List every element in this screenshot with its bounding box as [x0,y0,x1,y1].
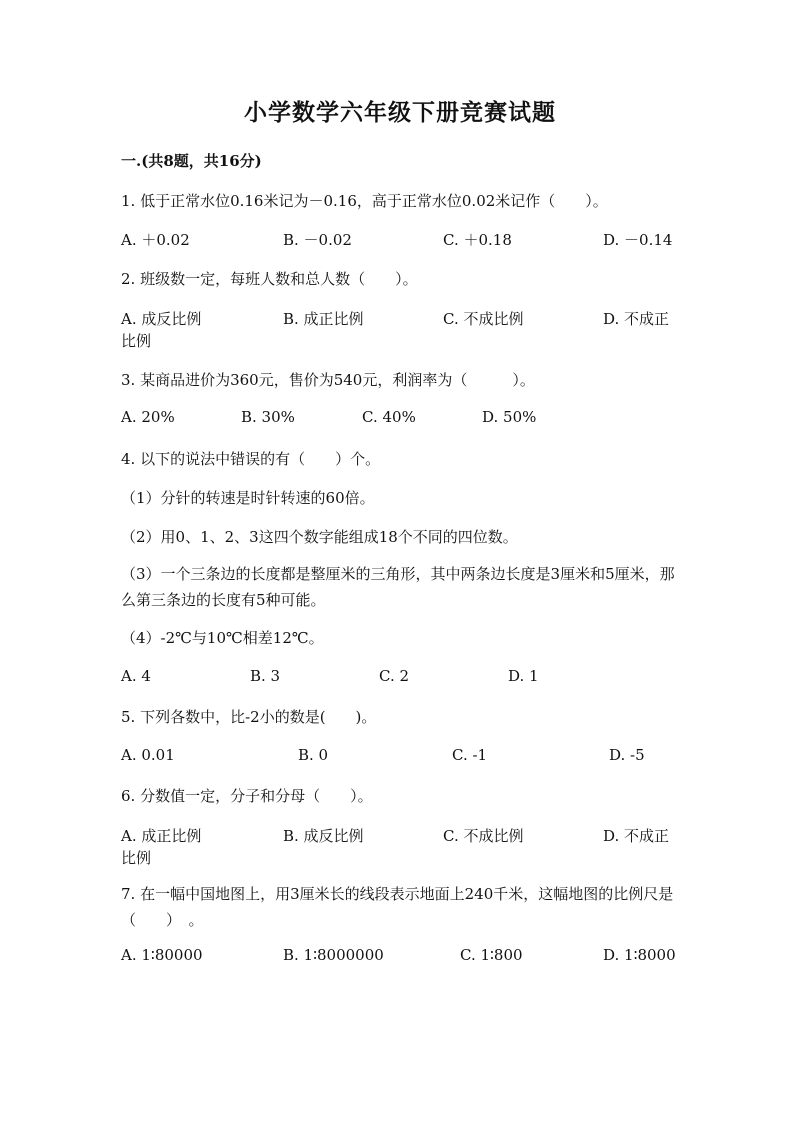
q2-option-a: A. 成反比例 [121,310,202,328]
q1-option-d: D. －0.14 [603,231,673,249]
q5-option-c: C. -1 [452,746,488,764]
q4-statement-2: （2）用0、1、2、3这四个数字能组成18个不同的四位数。 [121,528,518,546]
q4-option-d: D. 1 [508,667,539,685]
q7-option-a: A. 1∶80000 [121,946,203,964]
q1-option-b: B. －0.02 [283,231,352,249]
question-6-stem: 6. 分数值一定，分子和分母（ ）。 [121,787,373,805]
q3-option-c: C. 40% [362,408,416,426]
q5-option-d: D. -5 [609,746,645,764]
q4-statement-1: （1）分针的转速是时针转速的60倍。 [121,489,375,507]
q6-option-c: C. 不成比例 [443,827,524,845]
q7-option-b: B. 1∶8000000 [283,946,384,964]
q6-option-b: B. 成反比例 [283,827,364,845]
q4-statement-3: （3）一个三条边的长度都是整厘米的三角形，其中两条边长度是3厘米和5厘米，那么第三条边的长度有5种可能。 [121,565,675,609]
q6-option-a: A. 成正比例 [121,827,202,845]
q5-option-b: B. 0 [298,746,329,764]
q2-option-c: C. 不成比例 [443,310,524,328]
q4-statement-4: （4）-2℃与10℃相差12℃。 [121,629,324,647]
q3-option-a: A. 20% [121,408,175,426]
question-1-stem: 1. 低于正常水位0.16米记为－0.16，高于正常水位0.02米记作（ ）。 [121,192,608,210]
q3-option-b: B. 30% [241,408,295,426]
q4-option-b: B. 3 [250,667,281,685]
question-2-stem: 2. 班级数一定，每班人数和总人数（ ）。 [121,270,418,288]
q7-option-c: C. 1∶800 [460,946,523,964]
question-4-stem: 4. 以下的说法中错误的有（ ）个。 [121,450,381,468]
q2-option-b: B. 成正比例 [283,310,364,328]
q5-option-a: A. 0.01 [121,746,175,764]
q6-option-d-wrap: 比例 [121,849,152,867]
q2-option-d: D. 不成正 [603,310,670,328]
q1-option-c: C. ＋0.18 [443,231,512,249]
q4-option-a: A. 4 [121,667,151,685]
q4-option-c: C. 2 [379,667,410,685]
q7-option-d: D. 1∶8000 [603,946,676,964]
question-7-stem: 7. 在一幅中国地图上，用3厘米长的线段表示地面上240千米，这幅地图的比例尺是（ ） 。 [121,885,674,929]
question-5-stem: 5. 下列各数中，比-2小的数是( )。 [121,708,377,726]
q2-option-d-wrap: 比例 [121,332,152,350]
q3-option-d: D. 50% [482,408,537,426]
page-title: 小学数学六年级下册竞赛试题 [244,99,556,126]
section-heading: 一.(共8题，共16分) [121,152,262,170]
q1-option-a: A. ＋0.02 [121,231,190,249]
q6-option-d: D. 不成正 [603,827,670,845]
question-3-stem: 3. 某商品进价为360元，售价为540元，利润率为（ ）。 [121,371,535,389]
